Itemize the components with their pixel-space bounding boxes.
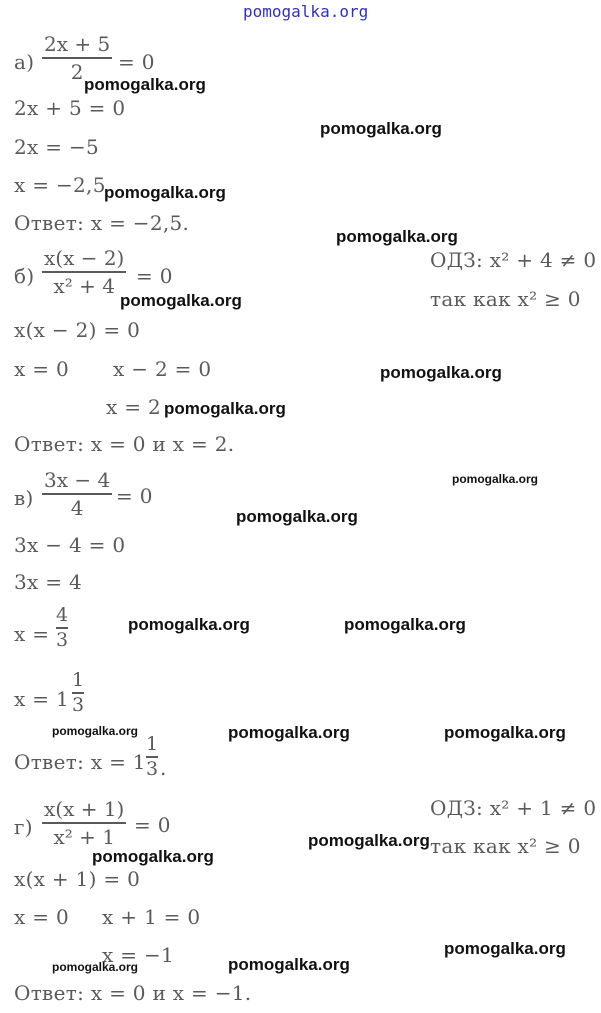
watermark: pomogalka.org: [92, 847, 214, 866]
part-a-rhs: = 0: [118, 50, 155, 74]
answer-value: x = 0 и x = 2.: [90, 432, 235, 456]
part-b-step-2b: x − 2 = 0: [113, 357, 212, 381]
part-d-step-1: x(x + 1) = 0: [14, 867, 141, 891]
watermark: pomogalka.org: [228, 723, 350, 742]
part-c-answer-period: .: [160, 756, 167, 780]
part-d-numerator: x(x + 1): [44, 797, 125, 821]
fraction-bar: [42, 57, 112, 59]
watermark: pomogalka.org: [228, 955, 350, 974]
part-b-answer: [14, 432, 234, 456]
watermark: pomogalka.org: [236, 507, 358, 526]
fraction-denominator: 3: [56, 628, 69, 651]
watermark: pomogalka.org: [52, 724, 139, 738]
part-a-step-2: 2x = −5: [14, 135, 100, 159]
watermark: pomogalka.org: [380, 363, 502, 382]
part-a-step-3: x = −2,5: [14, 173, 106, 197]
part-c-step-4-lhs: x = 1: [14, 687, 69, 711]
part-c-step-4-fraction: [72, 670, 84, 716]
part-d-fraction: [42, 797, 126, 849]
part-d-step-3: x = −1: [102, 943, 175, 967]
watermark: pomogalka.org: [444, 939, 566, 958]
watermark: pomogalka.org: [104, 183, 226, 202]
fraction-bar: [42, 822, 126, 824]
watermark: pomogalka.org: [308, 831, 430, 850]
header-watermark: pomogalka.org: [243, 2, 369, 21]
part-b-step-1: x(x − 2) = 0: [14, 318, 141, 342]
part-a-label: а): [14, 50, 35, 74]
part-a-numerator: 2x + 5: [44, 32, 111, 56]
part-d-denominator: x² + 1: [53, 824, 115, 849]
fraction-numerator: 1: [72, 669, 85, 691]
answer-value: x = 0 и x = −1.: [90, 981, 252, 1005]
part-a-answer: [14, 211, 189, 235]
watermark: pomogalka.org: [344, 615, 466, 634]
watermark: pomogalka.org: [128, 615, 250, 634]
part-a-denominator: 2: [70, 59, 84, 84]
fraction-denominator: 3: [72, 693, 85, 716]
answer-prefix: Ответ:: [14, 981, 85, 1005]
part-c-answer-fraction: [146, 734, 158, 780]
watermark: pomogalka.org: [52, 960, 139, 974]
answer-prefix: Ответ:: [14, 750, 85, 774]
watermark: pomogalka.org: [444, 723, 566, 742]
answer-prefix: Ответ:: [14, 432, 85, 456]
part-b-step-3: x = 2: [106, 395, 161, 419]
part-c-answer: [14, 750, 146, 774]
watermark: pomogalka.org: [452, 472, 539, 486]
fraction-bar: [42, 271, 126, 273]
fraction-denominator: 3: [146, 757, 159, 780]
part-d-domain-reason: так как x² ≥ 0: [430, 834, 581, 858]
part-c-rhs: = 0: [116, 484, 153, 508]
part-b-rhs: = 0: [136, 264, 173, 288]
watermark: pomogalka.org: [120, 291, 242, 310]
part-b-domain-reason: так как x² ≥ 0: [430, 287, 581, 311]
part-c-fraction: [42, 468, 112, 520]
part-d-step-2b: x + 1 = 0: [102, 905, 201, 929]
fraction-numerator: 1: [146, 733, 159, 755]
part-d-domain-note: ОДЗ: x² + 1 ≠ 0: [430, 796, 597, 820]
part-d-step-2a: x = 0: [14, 905, 69, 929]
part-c-label: в): [14, 486, 34, 510]
part-d-answer: [14, 981, 251, 1005]
part-c-denominator: 4: [70, 495, 84, 520]
answer-value: x = −2,5.: [90, 211, 190, 235]
part-c-step-3-fraction: [56, 605, 68, 651]
part-b-domain-note: ОДЗ: x² + 4 ≠ 0: [430, 248, 597, 272]
part-b-label: б): [14, 264, 35, 288]
part-a-step-1: 2x + 5 = 0: [14, 96, 126, 120]
part-d-rhs: = 0: [134, 813, 171, 837]
part-c-numerator: 3x − 4: [44, 468, 111, 492]
fraction-numerator: 4: [56, 604, 69, 626]
answer-value: x = 1: [90, 750, 146, 774]
watermark: pomogalka.org: [84, 75, 206, 94]
part-b-numerator: x(x − 2): [44, 246, 125, 270]
part-c-step-2: 3x = 4: [14, 570, 83, 594]
part-b-step-2a: x = 0: [14, 357, 69, 381]
watermark: pomogalka.org: [336, 227, 458, 246]
part-d-label: г): [14, 815, 33, 839]
part-b-fraction: [42, 246, 126, 298]
watermark: pomogalka.org: [164, 399, 286, 418]
fraction-bar: [42, 493, 112, 495]
watermark: pomogalka.org: [320, 119, 442, 138]
part-c-step-3-lhs: x =: [14, 622, 50, 646]
part-c-step-1: 3x − 4 = 0: [14, 533, 126, 557]
part-b-denominator: x² + 4: [53, 273, 115, 298]
answer-prefix: Ответ:: [14, 211, 85, 235]
